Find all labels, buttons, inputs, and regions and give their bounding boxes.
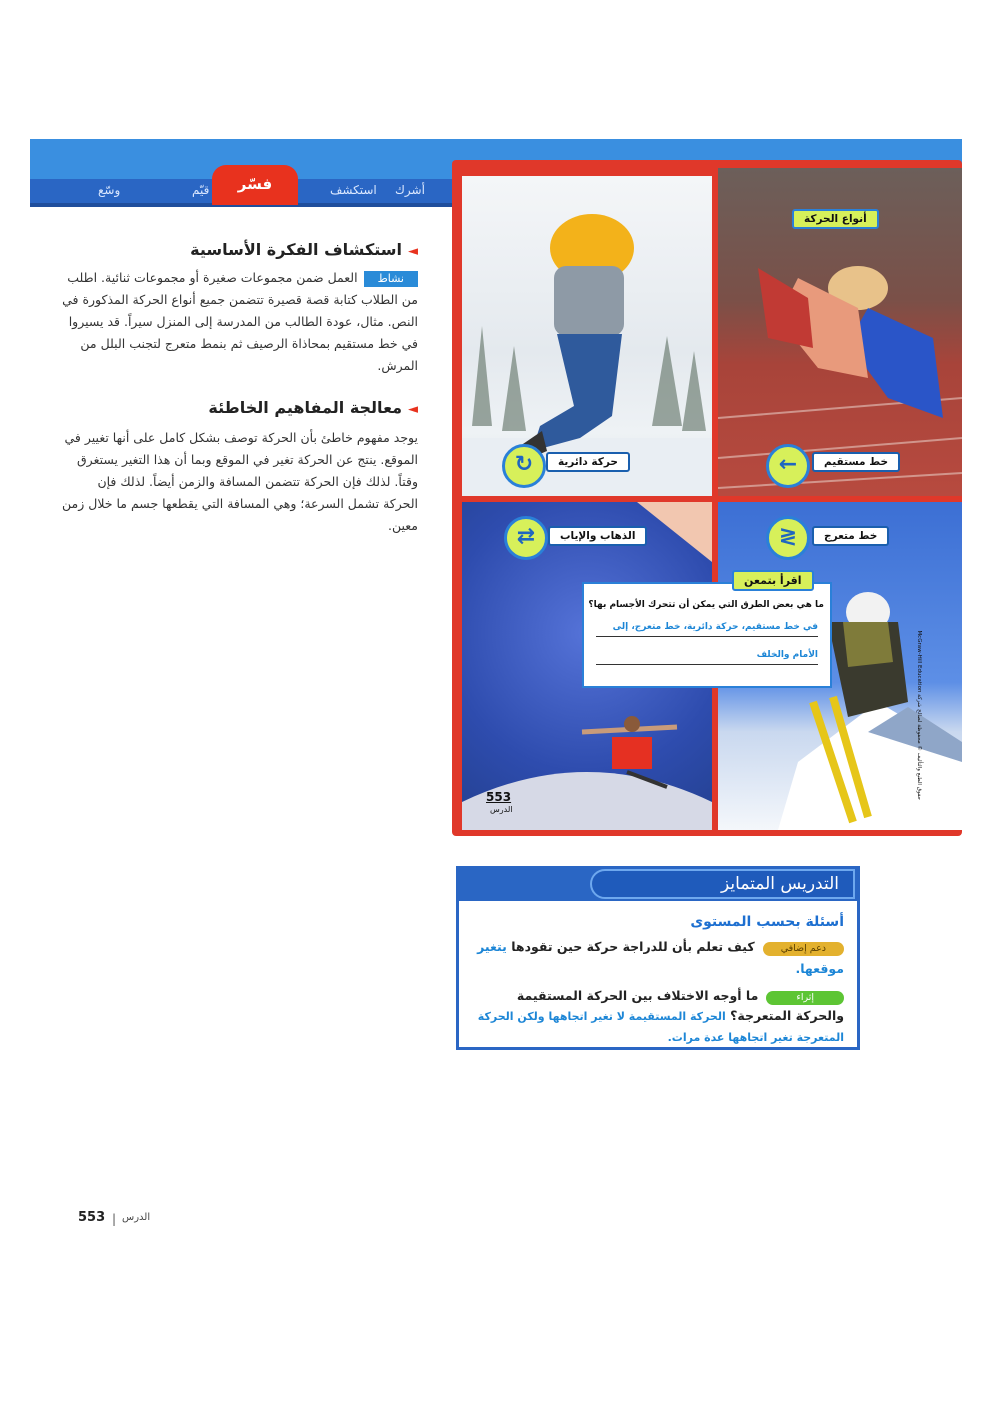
photo-ice-skater: [462, 176, 712, 496]
badge-extra-support: دعم إضافي: [763, 942, 844, 956]
section-misconceptions: [60, 398, 418, 537]
teaching-box-title: التدريس المتمايز: [590, 869, 855, 899]
question-1: دعم إضافيكيف تعلم بأن للدراجة حركة حين تقودها يتغير موقعها.: [477, 939, 844, 976]
misconception-paragraph: يوجد مفهوم خاطئ بأن الحركة توصف بشكل كامل على أنها تغيير في الموقع. ينتج عن الحركة تغير في الموقع وبما أن هذا التغير يستغرق وقتاً. لذلك فإن الحركة تتضمن المسافة والزمن أيضاً. لذلك فإن الحركة تشمل السرعة؛ وهي المسافة التي يقطعها جسم ما خلال زمن معين.: [62, 430, 418, 533]
footer-page-number: 553: [78, 1210, 106, 1225]
reading-check-box: [582, 582, 832, 688]
activity-badge: نشاط: [364, 271, 418, 287]
section-main-idea: [60, 240, 418, 377]
panel-page-caption: الدرس: [490, 805, 513, 814]
label-straight-line: خط مستقيم: [812, 452, 900, 472]
section-title-misconceptions: ◄معالجة المفاهيم الخاطئة: [208, 398, 418, 417]
badge-enrichment: إثراء: [766, 991, 844, 1005]
student-page-panel: [452, 160, 962, 836]
bullet-arrow-icon: ◄: [408, 402, 418, 417]
activity-paragraph: نشاطالعمل ضمن مجموعات صغيرة أو مجموعات ثنائية. اطلب من الطلاب كتابة قصة قصيرة تتضمن جميع أنواع الحركة المذكورة في النص. مثال، عودة الطالب من المدرسة إلى المنزل سيراً. قد يسيروا في خط مستقيم بمحاذاة الرصيف ثم بنمط متعرج لتجنب البلل من المرش.: [62, 270, 418, 373]
tab-evaluate[interactable]: قيّم: [192, 183, 210, 197]
reading-answer-line2: الأمام والخلف: [596, 650, 818, 665]
question-2: إثراءما أوجه الاختلاف بين الحركة المستقيمة والحركة المتعرجة؟ الحركة المستقيمة لا تغير اتجاهها ولكن الحركة المتعرجة تغير اتجاهها عدة مرات.: [477, 988, 844, 1044]
tab-extend[interactable]: وسّع: [98, 183, 121, 197]
label-circular: حركة دائرية: [546, 452, 630, 472]
section-title-main-idea: ◄استكشاف الفكرة الأساسية: [190, 240, 418, 259]
answer-1: يتغير موقعها.: [477, 939, 844, 976]
back-and-forth-icon: ⇄: [504, 516, 548, 560]
straight-arrow-icon: ←: [766, 444, 810, 488]
answer-2: الحركة المستقيمة لا تغير اتجاهها ولكن الحركة المتعرجة تغير اتجاهها عدة مرات.: [477, 1010, 844, 1044]
photo-credit: حقوق الطبع والتأليف © محفوظة لصالح شركة McGraw-Hill Education: [916, 630, 922, 800]
reading-answer-line1: في خط مستقيم، حركة دائرية، خط متعرج، إلى: [596, 622, 818, 637]
label-zigzag: خط متعرج: [812, 526, 889, 546]
leveled-questions-title: أسئلة بحسب المستوى: [690, 914, 844, 930]
label-back-forth: الذهاب والإياب: [548, 526, 647, 546]
label-motion-types: أنواع الحركة: [792, 209, 879, 229]
tab-explain-active[interactable]: فسّر: [212, 165, 298, 205]
circular-arrow-icon: ↻: [502, 444, 546, 488]
footer-separator: |: [112, 1212, 117, 1226]
tab-engage[interactable]: أشرك: [395, 183, 425, 197]
zigzag-arrow-icon: ≷: [766, 516, 810, 560]
bullet-arrow-icon: ◄: [408, 244, 418, 259]
footer-label: الدرس: [122, 1212, 151, 1223]
panel-page-number: 553: [486, 790, 512, 804]
teaching-content: [470, 914, 844, 1048]
tab-explore[interactable]: استكشف: [330, 183, 377, 197]
ice-skater-illustration: [462, 176, 712, 496]
reading-check-title: اقرأ بتمعن: [732, 570, 814, 591]
reading-question: ما هي بعض الطرق التي يمكن أن تتحرك الأجسام بها؟: [588, 600, 824, 610]
